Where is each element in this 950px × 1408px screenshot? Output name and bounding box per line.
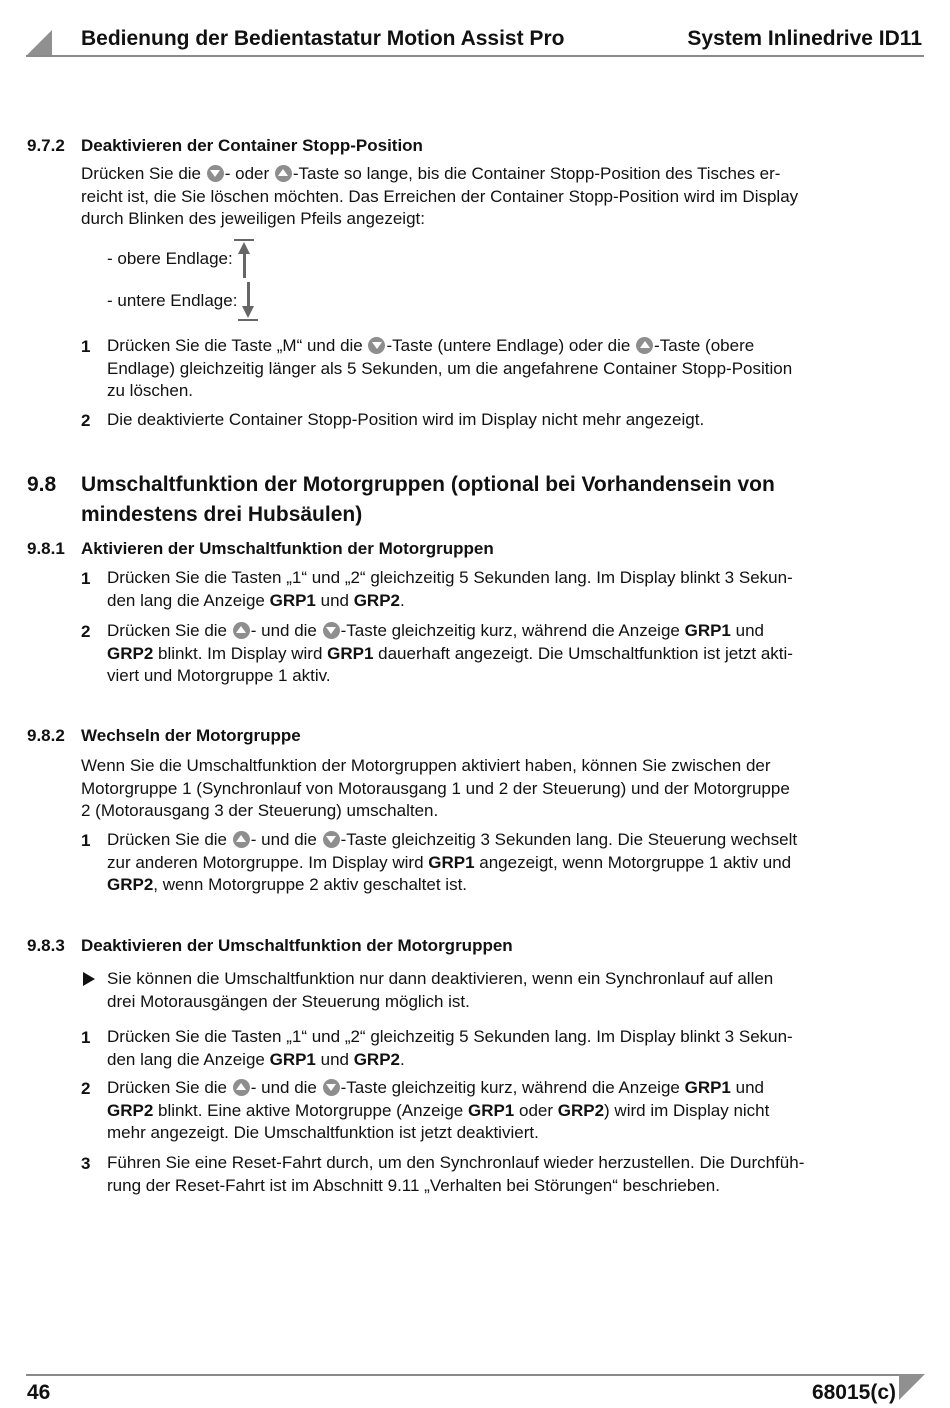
header-title-right: System Inlinedrive ID11 [687,27,922,50]
text: und [730,1078,764,1097]
down-arrow-key-icon [323,1079,340,1096]
grp2-label: GRP2 [557,1100,605,1120]
text: -Taste gleichzeitig 3 Sekunden lang. Die Steuerung wechselt [340,830,798,849]
text-line: viert und Motorgruppe 1 aktiv. [107,666,331,685]
footer-doc-number: 68015(c) [811,1381,896,1404]
section-title-9-8 [81,470,901,530]
up-arrow-key-icon [275,165,292,182]
step-number: 2 [81,411,91,430]
text: ) wird im Display nicht [604,1100,770,1120]
grp2-label: GRP2 [107,875,154,894]
section-number-9-8-3: 9.8.3 [27,936,65,955]
grp1-label: GRP1 [684,621,731,640]
text-line: Sie können die Umschaltfunktion nur dann deaktivieren, wenn ein Synchronlauf auf allen [107,969,774,988]
down-arrow-key-icon [207,165,224,182]
grp1-label: GRP1 [269,590,316,610]
text-line: mehr angezeigt. Die Umschaltfunktion ist jetzt deaktiviert. [107,1123,539,1142]
up-arrow-key-icon [636,337,653,354]
title-line: mindestens drei Hubsäulen) [81,503,363,526]
text: Drücken Sie die Taste „M“ und die [107,336,368,355]
text: zur anderen Motorgruppe. Im Display wird [107,852,429,872]
step-9-7-2-2: Die deaktivierte Container Stopp-Position wird im Display nicht mehr angezeigt. [107,410,705,429]
text: den lang die Anzeige [107,590,270,610]
text-line: durch Blinken des jeweiligen Pfeils angezeigt: [81,209,425,228]
section-number-9-8: 9.8 [27,473,57,496]
step-number: 1 [81,831,91,850]
text: -Taste (obere [654,336,755,355]
step-9-8-1-1 [107,567,887,612]
grp1-label: GRP1 [684,1078,731,1097]
text-line: Endlage) gleichzeitig länger als 5 Sekunden, um die angefahrene Container Stopp-Position [107,358,793,378]
text: Drücken Sie die [107,621,232,640]
text: den lang die Anzeige [107,1049,270,1069]
step-9-8-3-3 [107,1152,887,1197]
footer-rule [26,1374,901,1376]
text: blinkt. Eine aktive Motorgruppe (Anzeige [153,1100,468,1120]
text: und [730,621,764,640]
text-line: reicht ist, die Sie löschen möchten. Das Erreichen der Container Stopp-Position wird im Display [81,186,799,206]
grp2-label: GRP2 [107,643,154,663]
text-line: Motorgruppe 1 (Synchronlauf von Motorausgang 1 und 2 der Steuerung) und der Motorgruppe [81,778,790,798]
header-rule [26,55,924,57]
text: Drücken Sie die [81,164,206,183]
paragraph-9-8-2-intro [81,755,881,823]
text-line: Führen Sie eine Reset-Fahrt durch, um den Synchronlauf wieder herzustellen. Die Durchfüh- [107,1153,805,1172]
text: und [315,590,354,610]
text: , wenn Motorgruppe 2 aktiv geschaltet ist. [153,875,468,894]
up-arrow-key-icon [233,1079,250,1096]
header-corner-triangle [26,30,52,56]
text: -Taste gleichzeitig kurz, während die Anzeige [340,621,685,640]
step-number: 2 [81,622,91,641]
upper-endpoint-row [107,238,257,280]
down-arrow-key-icon [323,622,340,639]
text: . [400,1049,405,1069]
note-9-8-3 [107,968,887,1013]
text-line: Drücken Sie die Tasten „1“ und „2“ gleichzeitig 5 Sekunden lang. Im Display blinkt 3 Sekun- [107,568,793,587]
lower-endpoint-label: - untere Endlage: [107,290,238,310]
section-title-9-7-2: Deaktivieren der Container Stopp-Position [81,136,423,155]
step-9-7-2-1 [107,335,887,403]
grp1-label: GRP1 [327,643,374,663]
section-number-9-7-2: 9.7.2 [27,136,65,155]
title-line: Umschaltfunktion der Motorgruppen (optional bei Vorhandensein von [81,473,775,496]
text: - und die [250,621,322,640]
section-title-9-8-1: Aktivieren der Umschaltfunktion der Motorgruppen [81,539,494,558]
text: blinkt. Im Display wird [153,643,328,663]
text: -Taste (untere Endlage) oder die [386,336,636,355]
grp2-label: GRP2 [353,590,400,610]
text: dauerhaft angezeigt. Die Umschaltfunktion ist jetzt akti- [373,643,793,663]
step-number: 3 [81,1154,91,1173]
upper-endpoint-label: - obere Endlage: [107,248,233,268]
step-number: 2 [81,1079,91,1098]
text: -Taste gleichzeitig kurz, während die Anzeige [340,1078,685,1097]
step-number: 1 [81,1028,91,1047]
grp2-label: GRP2 [107,1100,154,1120]
arrow-up-endstop-icon [233,238,257,280]
step-9-8-3-2 [107,1077,887,1145]
text-line: drei Motorausgängen der Steuerung möglich ist. [107,991,470,1011]
down-arrow-key-icon [368,337,385,354]
section-title-9-8-3: Deaktivieren der Umschaltfunktion der Motorgruppen [81,936,513,955]
paragraph-9-7-2-intro [81,163,881,231]
text: angezeigt, wenn Motorgruppe 1 aktiv und [474,852,792,872]
text: und [315,1049,354,1069]
text-line: rung der Reset-Fahrt ist im Abschnitt 9.11 „Verhalten bei Störungen“ beschrieben. [107,1175,720,1195]
header-title-left: Bedienung der Bedientastatur Motion Assist Pro [81,27,565,50]
text: Drücken Sie die [107,830,232,849]
footer-corner-triangle [899,1374,925,1400]
step-9-8-1-2 [107,620,887,688]
grp1-label: GRP1 [428,852,475,872]
down-arrow-key-icon [323,831,340,848]
up-arrow-key-icon [233,622,250,639]
section-number-9-8-2: 9.8.2 [27,726,65,745]
step-9-8-2-1 [107,829,887,897]
grp1-label: GRP1 [467,1100,515,1120]
text-line: 2 (Motorausgang 3 der Steuerung) umschalten. [81,801,439,820]
text: oder [514,1100,558,1120]
step-number: 1 [81,337,91,356]
text: - oder [224,164,274,183]
text: - und die [250,1078,322,1097]
footer-page-number: 46 [27,1381,51,1404]
text-line: zu löschen. [107,381,193,400]
step-number: 1 [81,569,91,588]
section-title-9-8-2: Wechseln der Motorgruppe [81,726,301,745]
text-line: Wenn Sie die Umschaltfunktion der Motorgruppen aktiviert haben, können Sie zwischen der [81,756,771,775]
text-line: Drücken Sie die Tasten „1“ und „2“ gleichzeitig 5 Sekunden lang. Im Display blinkt 3 Sekun- [107,1027,793,1046]
grp1-label: GRP1 [269,1049,316,1069]
grp2-label: GRP2 [353,1049,400,1069]
up-arrow-key-icon [233,831,250,848]
step-9-8-3-1 [107,1026,887,1071]
text: - und die [250,830,322,849]
section-number-9-8-1: 9.8.1 [27,539,65,558]
arrow-down-endstop-icon [237,280,261,322]
note-bullet-icon [83,972,95,986]
text: Drücken Sie die [107,1078,232,1097]
text: -Taste so lange, bis die Container Stopp-Position des Tisches er- [292,164,781,183]
text: . [400,590,405,610]
lower-endpoint-row [107,280,261,322]
